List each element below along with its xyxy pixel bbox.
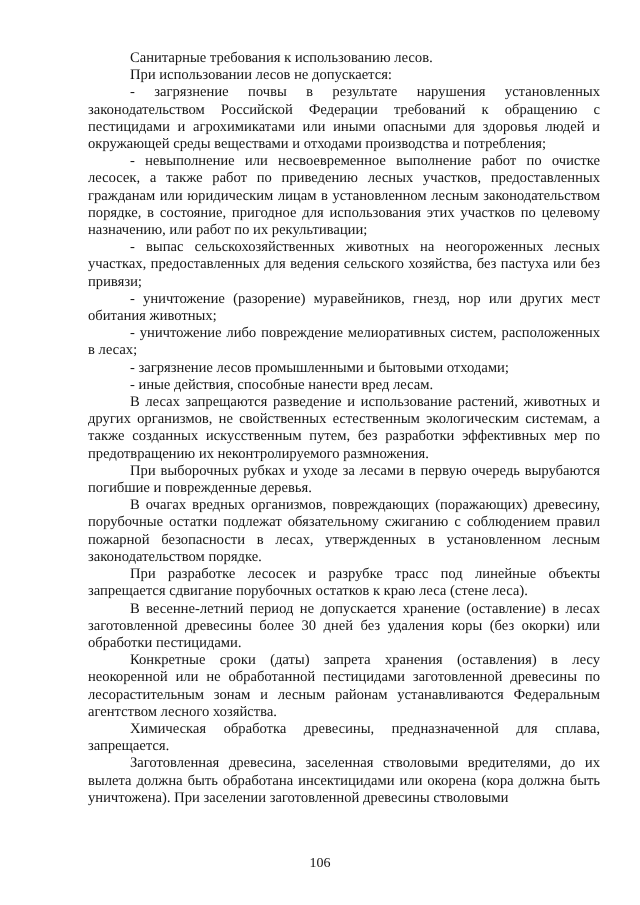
- list-item: - иные действия, способные нанести вред лесам.: [130, 376, 434, 393]
- body-paragraph: При разработке лесосек и разрубке трасс под линейные объекты запрещается сдвигание порубочных остатков к краю леса (стене леса).: [88, 566, 600, 600]
- list-item: - загрязнение лесов промышленными и бытовыми отходами;: [130, 359, 509, 376]
- lead-paragraph: При использовании лесов не допускается:: [130, 67, 392, 84]
- body-paragraph: В весенне-летний период не допускается хранение (оставление) в лесах заготовленной древесины более 30 дней без удаления коры (без окорки) или обработки пестицидами.: [88, 600, 600, 651]
- body-paragraph: В очагах вредных организмов, повреждающих (поражающих) древесину, порубочные остатки подлежат обязательному сжиганию с соблюдением правил пожарной безопасности в лесах, утвержденных в установленном лесным законодательством порядке.: [88, 497, 600, 565]
- list-item: - уничтожение либо повреждение мелиоративных систем, расположенных в лесах;: [88, 325, 600, 359]
- list-item: - загрязнение почвы в результате нарушения установленных законодательством Российской Федерации требований к обращению с пестицидами и агрохимикатами или иными опасными для здоровья людей и окружающей среды веществами и отходами производства и потребления;: [88, 84, 600, 153]
- body-paragraph: Конкретные сроки (даты) запрета хранения (оставления) в лесу неокоренной или не обработанной пестицидами заготовленной древесины по лесорастительным зонам и лесным районам устанавливаются Федеральным агентством лесного хозяйства.: [88, 652, 600, 720]
- body-paragraph: Заготовленная древесина, заселенная стволовыми вредителями, до их вылета должна быть обработана инсектицидами или окорена (кора должна быть уничтожена). При заселении заготовленной древесины стволовыми: [88, 755, 600, 806]
- page-number: 106: [309, 856, 331, 871]
- list-item: - уничтожение (разорение) муравейников, гнезд, нор или других мест обитания животных;: [88, 290, 600, 325]
- document-body: [88, 50, 600, 807]
- list-item: - выпас сельскохозяйственных животных на неогороженных лесных участках, предоставленных для ведения сельского хозяйства, без пастуха или без привязи;: [88, 239, 600, 290]
- body-paragraph: При выборочных рубках и уходе за лесами в первую очередь вырубаются погибшие и поврежденные деревья.: [88, 462, 600, 497]
- body-paragraph: В лесах запрещаются разведение и использование растений, животных и других организмов, не свойственных естественным экологическим системам, а также созданных искусственным путем, без разработки эффективных мер по предотвращению их неконтролируемого размножения.: [88, 394, 600, 462]
- section-title: Санитарные требования к использованию лесов.: [130, 50, 433, 66]
- body-paragraph: Химическая обработка древесины, предназначенной для сплава, запрещается.: [88, 720, 600, 755]
- list-item: - невыполнение или несвоевременное выполнение работ по очистке лесосек, а также работ по приведению лесных участков, предоставленных гражданам или юридическим лицам в установленном лесным законодательством порядке, в состояние, пригодное для использования этих участков по целевому назначению, или работ по их рекультивации;: [88, 153, 600, 239]
